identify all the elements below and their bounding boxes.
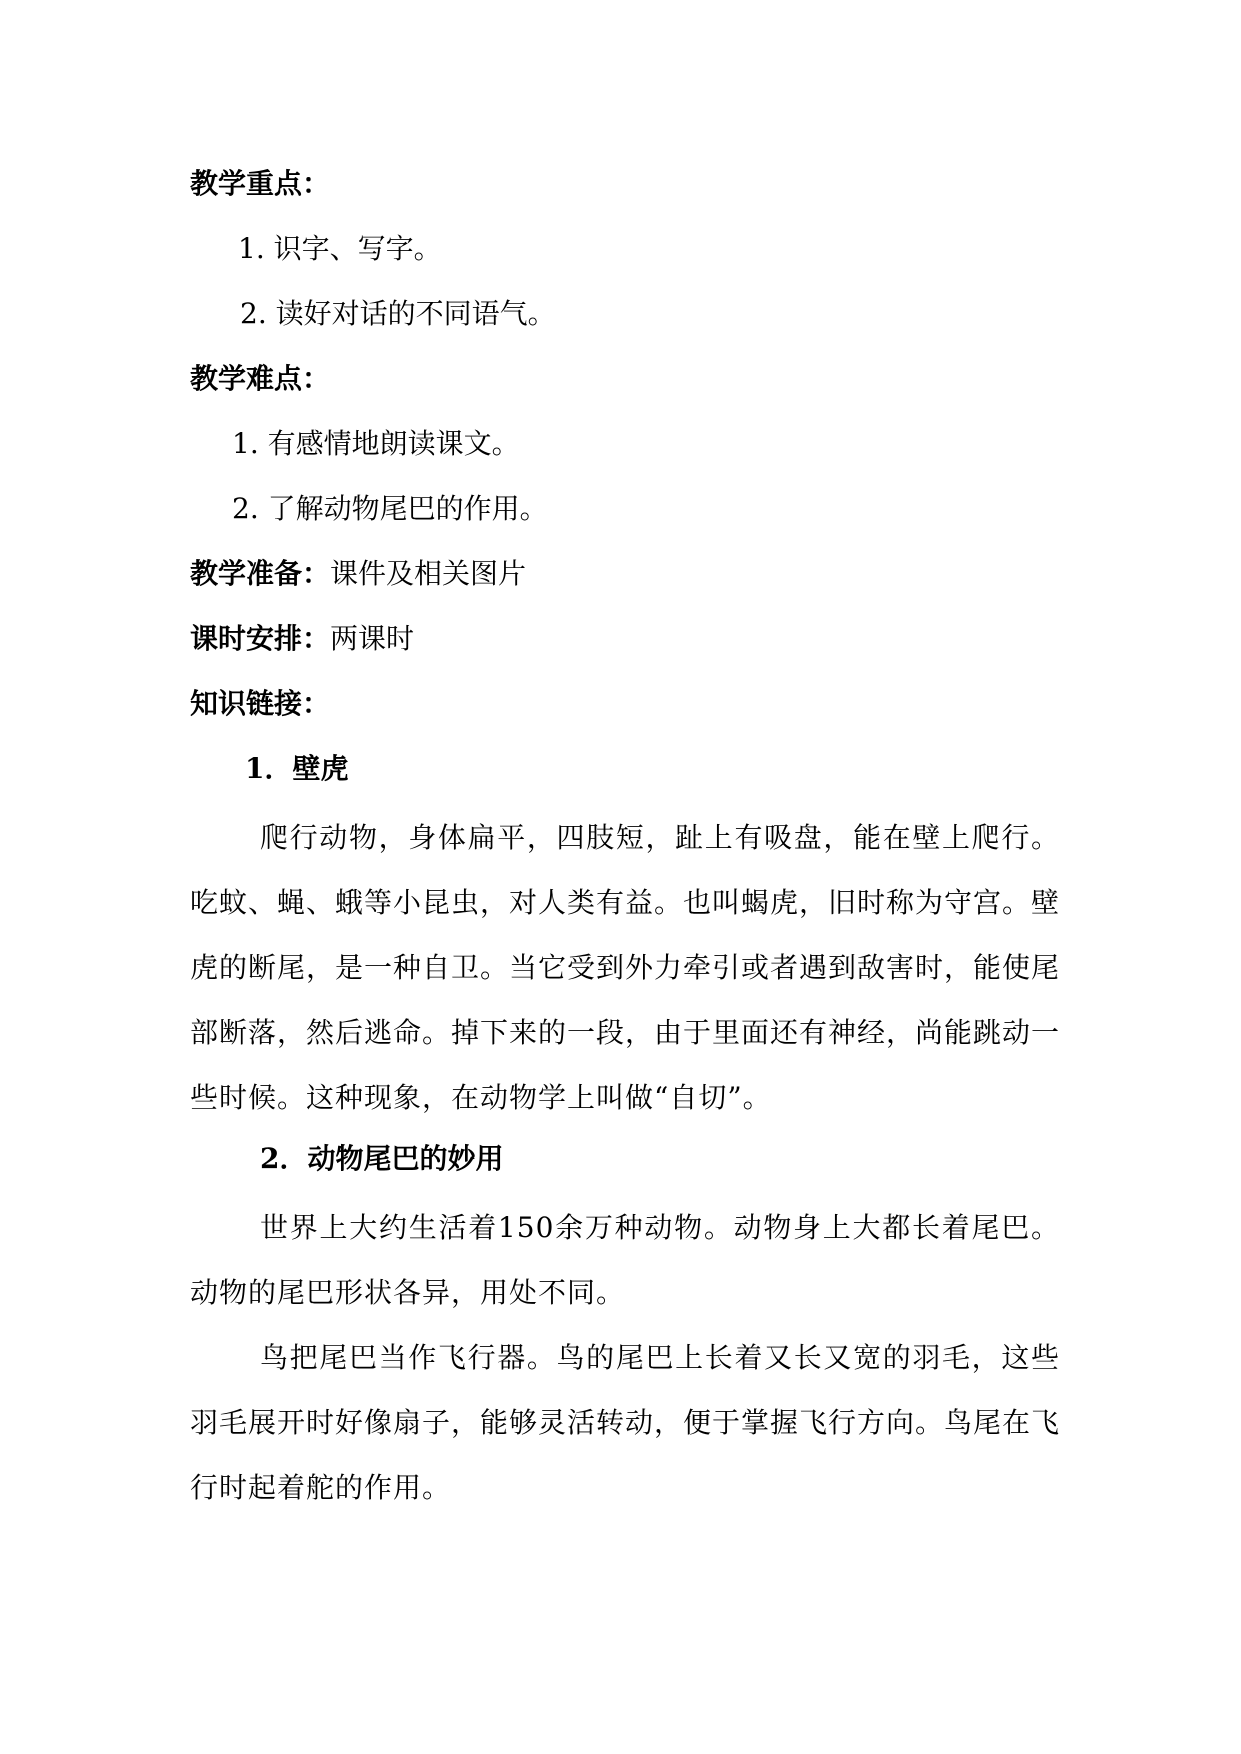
preparation-label: 教学准备： bbox=[190, 557, 331, 590]
schedule-value: 两课时 bbox=[330, 622, 415, 655]
section2-body-1: 世界上大约生活着150余万种动物。动物身上大都长着尾巴。动物的尾巴形状各异，用处不同。 bbox=[190, 1211, 1060, 1309]
section2-body-2: 鸟把尾巴当作飞行器。鸟的尾巴上长着又长又宽的羽毛，这些羽毛展开时好像扇子，能够灵活转动，便于掌握飞行方向。鸟尾在飞行时起着舵的作用。 bbox=[190, 1341, 1061, 1504]
key-point-item-1: 1. 识字、写字。 bbox=[238, 232, 442, 265]
key-point-item-2: 2. 读好对话的不同语气。 bbox=[240, 297, 556, 330]
key-points-heading: 教学重点： bbox=[190, 167, 331, 200]
difficulties-heading: 教学难点： bbox=[190, 362, 331, 395]
schedule-label: 课时安排： bbox=[190, 622, 331, 655]
knowledge-heading: 知识链接： bbox=[190, 687, 331, 720]
section2-title: 2．动物尾巴的妙用 bbox=[260, 1142, 504, 1175]
difficulty-item-2: 2. 了解动物尾巴的作用。 bbox=[232, 492, 548, 525]
section1-title: 1．壁虎 bbox=[245, 752, 349, 785]
preparation-line bbox=[190, 554, 1060, 594]
difficulty-item-1: 1. 有感情地朗读课文。 bbox=[232, 427, 520, 460]
section1-body: 爬行动物，身体扁平，四肢短，趾上有吸盘，能在壁上爬行。吃蚊、蝇、蛾等小昆虫，对人类有益。也叫蝎虎，旧时称为守宫。壁虎的断尾，是一种自卫。当它受到外力牵引或者遇到敌害时，能使尾部断落，然后逃命。掉下来的一段，由于里面还有神经，尚能跳动一些时候。这种现象，在动物学上叫做“自切”。 bbox=[190, 821, 1061, 1114]
schedule-line bbox=[190, 619, 1060, 659]
preparation-value: 课件及相关图片 bbox=[330, 557, 527, 590]
